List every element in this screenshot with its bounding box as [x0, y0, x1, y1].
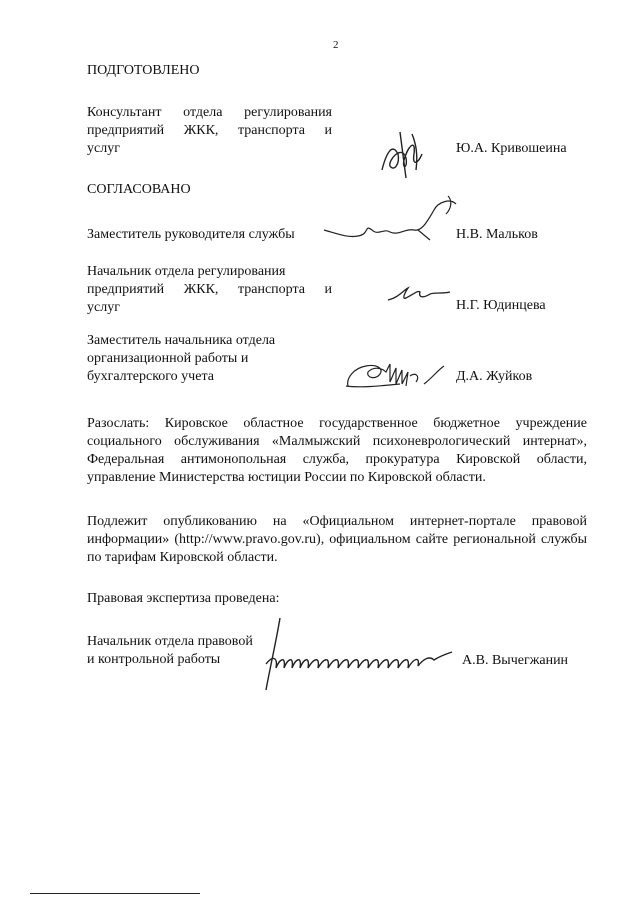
legal-review-text: Правовая экспертиза проведена:	[87, 591, 280, 606]
signature-zhuikov	[340, 356, 452, 392]
position-line: Консультант отдела регулирования	[87, 105, 332, 120]
publication-paragraph: Подлежит опубликованию на «Официальном интернет-портале правовой информации» (http://www.pravo.gov.ru), официальном сайте региональной службы по тарифам Кировской области.	[87, 514, 587, 565]
position-line: услуг	[87, 141, 120, 156]
prepared-heading: ПОДГОТОВЛЕНО	[87, 63, 200, 78]
footer-rule	[30, 893, 200, 894]
distribution-paragraph: Разослать: Кировское областное государственное бюджетное учреждение социального обслуживания «Малмыжский психоневрологический интернат», Федеральная антимонопольная служба, прокуратура Кировской области, управление Министерства юстиции России по Кировской области.	[87, 416, 587, 485]
signature-vychegzhanin	[258, 612, 454, 696]
position-line: услуг	[87, 300, 120, 315]
signer-position	[87, 226, 295, 244]
position-line: и контрольной работы	[87, 652, 221, 667]
prepared-position	[87, 104, 332, 158]
agreed-heading: СОГЛАСОВАНО	[87, 182, 191, 197]
position-line: Заместитель руководителя службы	[87, 227, 295, 242]
signer-name: Н.Г. Юдинцева	[456, 298, 546, 313]
position-line: организационной работы и	[87, 351, 249, 366]
signature-yudintseva	[384, 282, 454, 308]
position-line: Заместитель начальника отдела	[87, 333, 276, 348]
legal-review-position	[87, 633, 253, 669]
position-line: бухгалтерского учета	[87, 369, 214, 384]
signer-name: Н.В. Мальков	[456, 227, 538, 242]
signer-position	[87, 263, 332, 317]
position-line: предприятий ЖКК, транспорта и	[87, 282, 332, 297]
signer-name: Д.А. Жуйков	[456, 369, 533, 384]
position-line: Начальник отдела правовой	[87, 634, 253, 649]
signer-position	[87, 332, 275, 386]
page-number: 2	[333, 39, 339, 51]
prepared-name: Ю.А. Кривошеина	[456, 141, 567, 156]
position-line: предприятий ЖКК, транспорта и	[87, 123, 332, 138]
position-line: Начальник отдела регулирования	[87, 264, 286, 279]
legal-review-name: А.В. Вычегжанин	[462, 653, 569, 668]
signature-kriv	[372, 124, 442, 182]
signature-malkov	[318, 190, 463, 250]
